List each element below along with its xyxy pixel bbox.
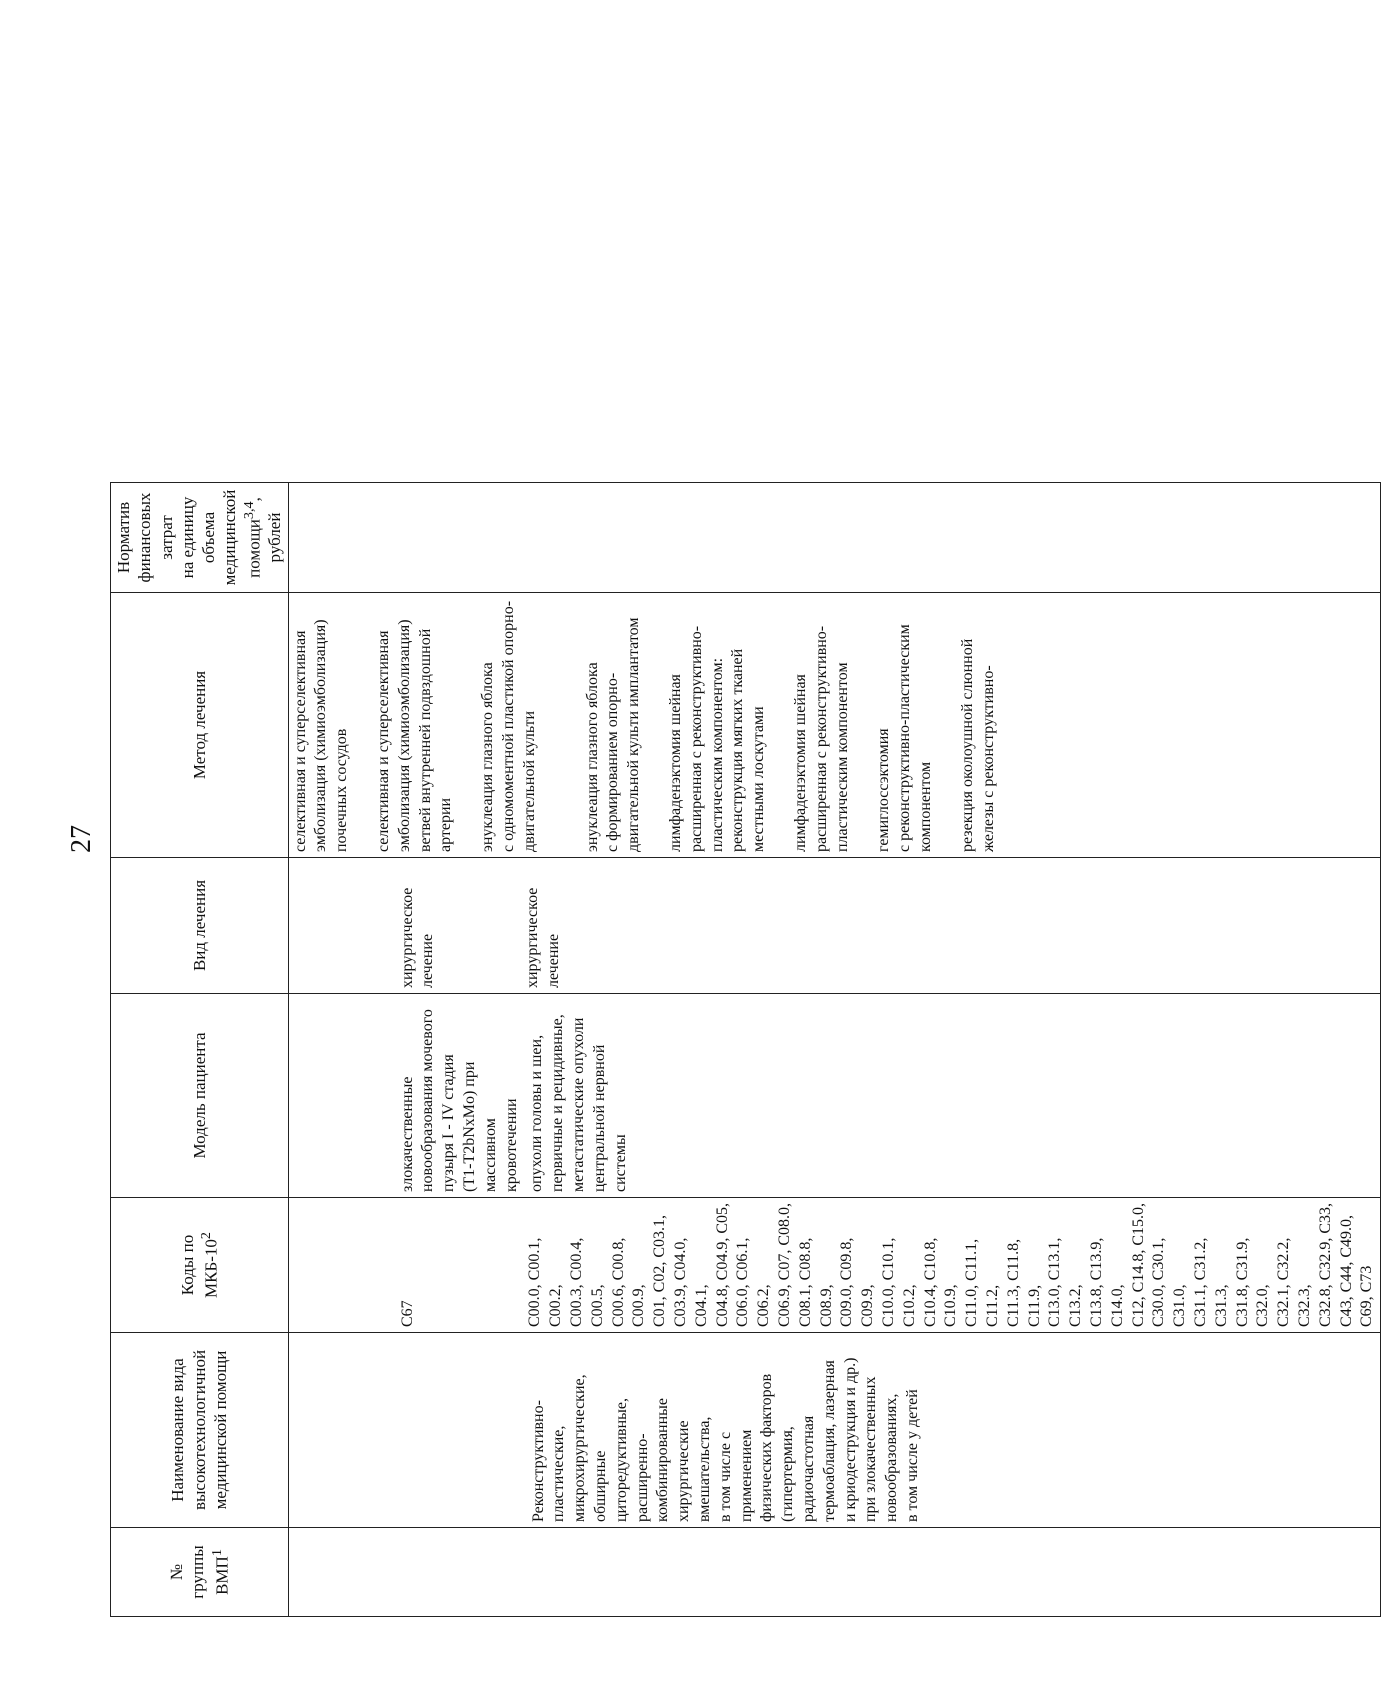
cell-treatment-method: [288, 593, 1380, 858]
cell-patient-model: [288, 994, 1380, 1198]
header-group-number: № группы ВМП$^1$: [111, 1528, 289, 1617]
method-item: энуклеация глазного яблока с формированием опорно- двигательной культи имплантатом: [583, 617, 643, 852]
table-header-row: [111, 483, 289, 1617]
method-item: энуклеация глазного яблока с одномоментной пластикой опорно- двигательной культи: [479, 600, 538, 852]
method-item: гемиглоссэктомия с реконструктивно-пластическим компонентом: [875, 624, 934, 852]
method-item: лимфаденэктомия шейная расширенная с реконструктивно- пластическим компонентом: реконструкция мягких тканей местными лоскутами: [667, 625, 768, 852]
table-row: [288, 483, 1380, 1617]
method-item: селективная и суперселективная эмболизация (химиоэмболизация) ветвей внутренней подвздошной артерии: [375, 619, 455, 852]
header-treatment-method: Метод лечения: [111, 593, 289, 858]
treatment-type-2: хирургическое лечение: [524, 887, 563, 988]
icd-codes-1: C67: [398, 1300, 416, 1327]
vmp-table: [110, 482, 1381, 1617]
cell-group-number: [288, 1528, 1380, 1617]
care-type-text: Реконструктивно- пластические, микрохирургические, обширные циторедуктивные, расширенно-комбинированные хирургические вмешательства, в том числе с применением физических факторов (гипертермия, радиочастотная термоаблация, лазерная и криодеструкция и др.) при злокачественных новообразованиях, в том числе у детей: [529, 1357, 921, 1522]
patient-model-2: опухоли головы и шеи, первичные и рецидивные, метастатические опухоли центральной нервной системы: [528, 1014, 629, 1192]
header-patient-model: Модель пациента: [111, 994, 289, 1198]
page-number: 27: [66, 825, 97, 853]
patient-model-1: злокачественные новообразования мочевого пузыря I - IV стадия (T1-T2bNxMo) при массивном кровотечении: [398, 1009, 520, 1192]
method-item: резекция околоушной слюнной железы с реконструктивно-: [958, 638, 997, 852]
header-icd-codes: Коды по МКБ-$10^2$: [111, 1198, 289, 1333]
cell-treatment-type: [288, 858, 1380, 994]
method-item: селективная и суперселективная эмболизация (химиоэмболизация) почечных сосудов: [291, 619, 351, 852]
header-treatment-type: Вид лечения: [111, 858, 289, 994]
cell-cost-standard: [288, 483, 1380, 593]
cell-care-type: [288, 1333, 1380, 1528]
header-cost-standard: Норматив финансовых затрат на единицу объема медицинской помощи$^{3,4}$, рублей: [111, 483, 289, 593]
cell-icd-codes: [288, 1198, 1380, 1333]
icd-codes-2: C00.0, C00.1, C00.2, C00.3, C00.4, C00.5, C00.6, C00.8, C00.9, C01, C02, C03.1, C03.9, C04.0, C04.1, C04.8, C04.9, C05, C06.0, C06.1, C06.2, C06.9, C07, C08.0, C08.1, C08.8, C08.9, C09.0, C09.8, C09.9, C10.0, C10.1, C10.2, C10.4, C10.8, C10.9, C11.0, C11.1, C11.2, C11.3, C11.8, C11.9, C13.0, C13.1, C13.2, C13.8, C13.9, C14.0, C12, C14.8, C15.0, C30.0, C30.1, C31.0, C31.1, C31.2, C31.3, C31.8, C31.9, C32.0, C32.1, C32.2, C32.3, C32.8, C32.9, C33, C43, C44, C49.0, C69, C73: [526, 1202, 1376, 1327]
method-item: лимфаденэктомия шейная расширенная с реконструктивно- пластическим компонентом: [792, 625, 851, 852]
header-care-type: Наименование вида высокотехнологичной медицинской помощи: [111, 1333, 289, 1528]
treatment-type-1: хирургическое лечение: [398, 887, 437, 988]
